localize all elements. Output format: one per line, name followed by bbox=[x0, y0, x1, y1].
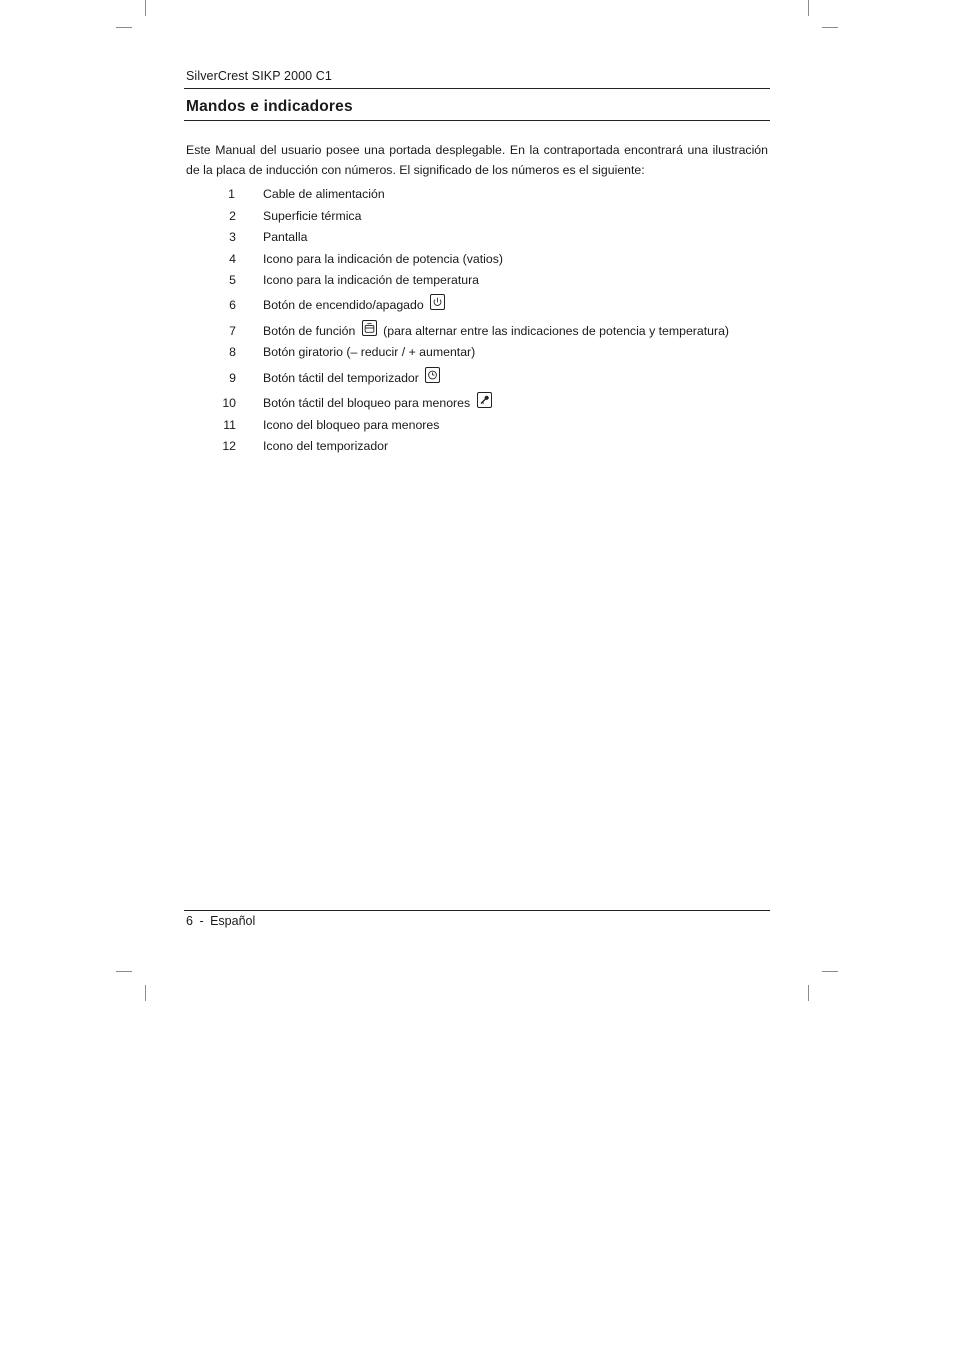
item-label-group bbox=[263, 320, 729, 338]
crop-mark bbox=[145, 985, 146, 1001]
running-header: SilverCrest SIKP 2000 C1 bbox=[186, 69, 332, 83]
intro-paragraph: Este Manual del usuario posee una portada desplegable. En la contraportada encontrará una ilustración de la placa de inducción con números. El significado de los números es el siguiente: bbox=[186, 143, 768, 177]
page-footer bbox=[186, 914, 255, 928]
crop-mark bbox=[116, 971, 132, 972]
footer-separator: - bbox=[199, 914, 204, 928]
item-number: 9 bbox=[229, 370, 236, 385]
list-item bbox=[186, 363, 770, 389]
item-label-group bbox=[263, 392, 492, 410]
header-rule bbox=[184, 88, 770, 89]
item-label: Botón táctil del bloqueo para menores bbox=[263, 396, 471, 411]
list-item bbox=[186, 205, 770, 226]
power-icon bbox=[430, 294, 445, 310]
page-number: 6 bbox=[186, 914, 193, 928]
parts-list bbox=[186, 184, 770, 457]
item-label: Icono del bloqueo para menores bbox=[263, 417, 440, 432]
item-number: 5 bbox=[229, 272, 236, 287]
item-number: 3 bbox=[229, 230, 236, 245]
footer-rule bbox=[184, 910, 770, 911]
section-title: Mandos e indicadores bbox=[186, 98, 353, 115]
list-item bbox=[186, 316, 770, 342]
item-label: Botón de encendido/apagado bbox=[263, 298, 424, 313]
item-number: 8 bbox=[229, 345, 236, 360]
list-item bbox=[186, 270, 770, 291]
footer-language: Español bbox=[210, 914, 256, 928]
list-item bbox=[186, 184, 770, 205]
crop-mark bbox=[116, 27, 132, 28]
timer-icon bbox=[425, 367, 440, 383]
crop-mark bbox=[808, 0, 809, 16]
item-number: 12 bbox=[222, 439, 236, 454]
crop-mark bbox=[808, 985, 809, 1001]
crop-mark bbox=[822, 27, 838, 28]
list-item bbox=[186, 227, 770, 248]
item-label-suffix: (para alternar entre las indicaciones de potencia y temperatura) bbox=[383, 323, 730, 338]
item-number: 6 bbox=[229, 298, 236, 313]
item-label: Superficie térmica bbox=[263, 208, 362, 223]
item-label-group bbox=[263, 294, 445, 312]
item-number: 2 bbox=[229, 208, 236, 223]
title-rule bbox=[184, 120, 770, 121]
item-number: 7 bbox=[229, 323, 236, 338]
list-item bbox=[186, 436, 770, 457]
item-label: Icono del temporizador bbox=[263, 439, 389, 454]
item-label-group bbox=[263, 367, 440, 385]
key-icon bbox=[477, 392, 492, 408]
item-label: Botón táctil del temporizador bbox=[263, 370, 419, 385]
item-number: 10 bbox=[222, 396, 236, 411]
item-label: Icono para la indicación de temperatura bbox=[263, 272, 480, 287]
list-item bbox=[186, 342, 770, 363]
crop-mark bbox=[822, 971, 838, 972]
list-item bbox=[186, 389, 770, 415]
list-item bbox=[186, 248, 770, 269]
item-number: 11 bbox=[223, 417, 236, 432]
item-label: Pantalla bbox=[263, 230, 308, 245]
item-label: Icono para la indicación de potencia (vatios) bbox=[263, 251, 503, 266]
item-label: Cable de alimentación bbox=[263, 187, 385, 202]
function-icon bbox=[362, 320, 377, 336]
list-item bbox=[186, 291, 770, 317]
list-item bbox=[186, 414, 770, 435]
crop-mark bbox=[145, 0, 146, 16]
item-label: Botón de función bbox=[263, 323, 356, 338]
item-number: 1 bbox=[228, 187, 235, 202]
item-label: Botón giratorio (– reducir / + aumentar) bbox=[263, 345, 476, 360]
item-number: 4 bbox=[229, 251, 236, 266]
